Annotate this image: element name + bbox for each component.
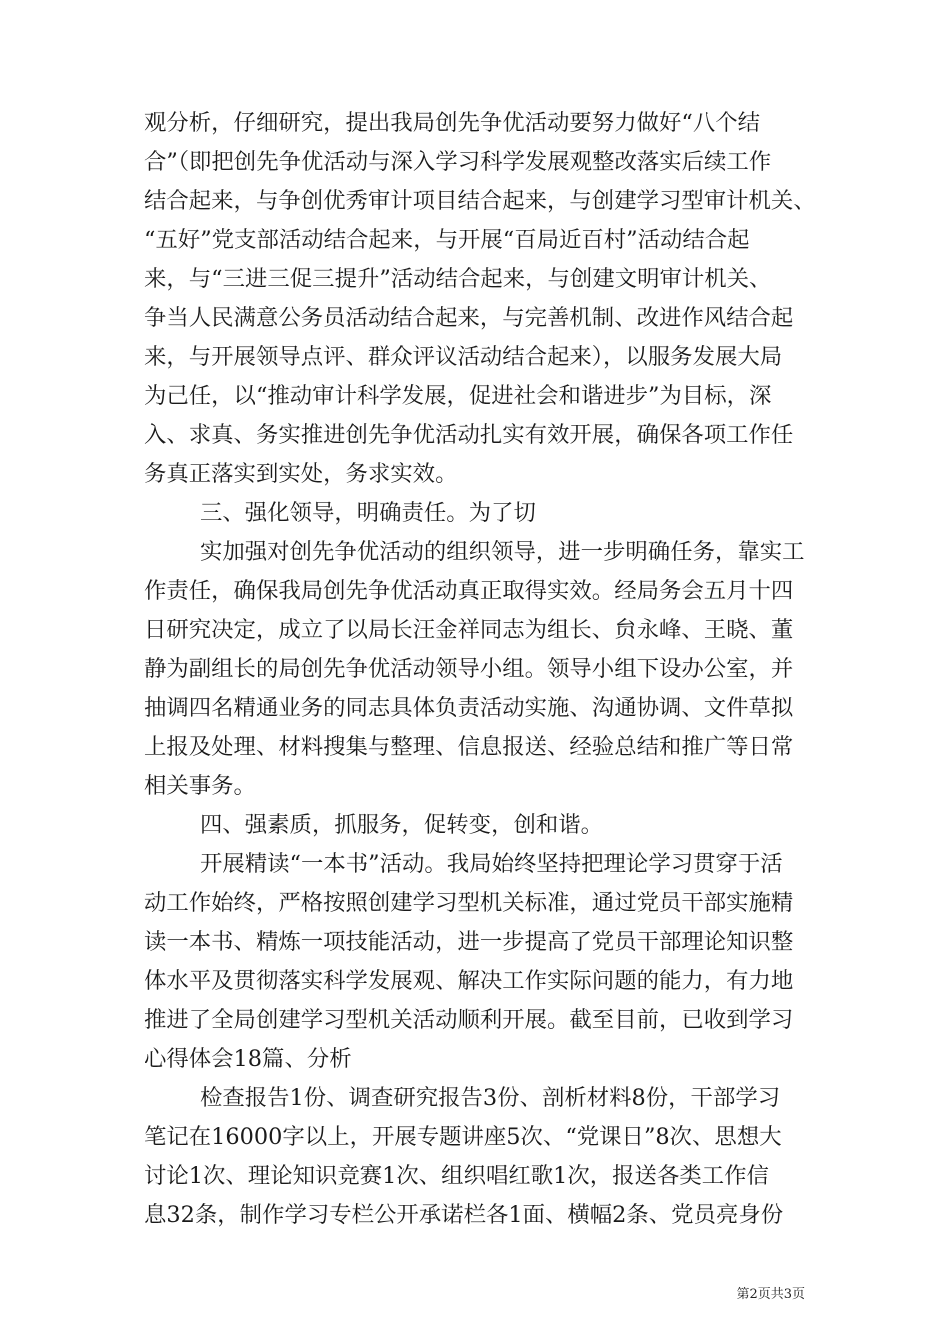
text-line: 息32条，制作学习专栏公开承诺栏各1面、横幅2条、党员亮身份 [144,1202,784,1228]
text-line: 上报及处理、材料搜集与整理、信息报送、经验总结和推广等日常 [144,734,794,760]
text-line: 静为副组长的局创先争优活动领导小组。领导小组下设办公室，并 [144,656,794,682]
text-line: 日研究决定，成立了以局长汪金祥同志为组长、贠永峰、王晓、董 [144,617,794,643]
text-line: 争当人民满意公务员活动结合起来，与完善机制、改进作风结合起 [144,305,794,331]
paragraph [144,533,816,806]
text-line: 动工作始终，严格按照创建学习型机关标准，通过党员干部实施精 [144,890,794,916]
paragraph [144,1079,816,1235]
page-number-footer: 第2页共3页 [736,1287,805,1302]
text-line: 三、强化领导，明确责任。为了切 [200,500,536,526]
text-line: 读一本书、精炼一项技能活动，进一步提高了党员干部理论知识整 [144,929,794,955]
text-line: 心得体会18篇、分析 [144,1046,352,1072]
text-line: “五好”党支部活动结合起来，与开展“百局近百村”活动结合起 [144,227,750,253]
text-line: 结合起来，与争创优秀审计项目结合起来，与创建学习型审计机关、 [144,188,816,214]
text-line: 来，与“三进三促三提升”活动结合起来，与创建文明审计机关、 [144,266,772,292]
text-line: 讨论1次、理论知识竞赛1次、组织唱红歌1次，报送各类工作信 [144,1163,769,1189]
text-line: 相关事务。 [144,773,256,799]
paragraph [144,104,816,494]
text-line: 推进了全局创建学习型机关活动顺利开展。截至目前，已收到学习 [144,1007,794,1033]
text-line: 体水平及贯彻落实科学发展观、解决工作实际问题的能力，有力地 [144,968,794,994]
text-line: 来，与开展领导点评、群众评议活动结合起来），以服务发展大局 [144,344,783,370]
text-line: 检查报告1份、调查研究报告3份、剖析材料8份，干部学习 [200,1085,781,1111]
document-body [144,104,816,1235]
text-line: 实加强对创先争优活动的组织领导，进一步明确任务，靠实工 [200,539,805,565]
text-line: 观分析，仔细研究，提出我局创先争优活动要努力做好“八个结 [144,110,760,136]
text-line: 为己任，以“推动审计科学发展，促进社会和谐进步”为目标，深 [144,383,772,409]
text-line: 入、求真、务实推进创先争优活动扎实有效开展，确保各项工作任 [144,422,794,448]
text-line: 合”（即把创先争优活动与深入学习科学发展观整改落实后续工作 [144,149,772,175]
text-line: 作责任，确保我局创先争优活动真正取得实效。经局务会五月十四 [144,578,794,604]
text-line: 务真正落实到实处，务求实效。 [144,461,458,487]
text-line: 四、强素质，抓服务，促转变，创和谐。 [200,812,604,838]
paragraph [144,806,816,845]
text-line: 笔记在16000字以上，开展专题讲座5次、“党课日”8次、思想大 [144,1124,782,1150]
text-line: 开展精读“一本书”活动。我局始终坚持把理论学习贯穿于活 [200,851,783,877]
paragraph [144,845,816,1079]
paragraph [144,494,816,533]
text-line: 抽调四名精通业务的同志具体负责活动实施、沟通协调、文件草拟 [144,695,794,721]
